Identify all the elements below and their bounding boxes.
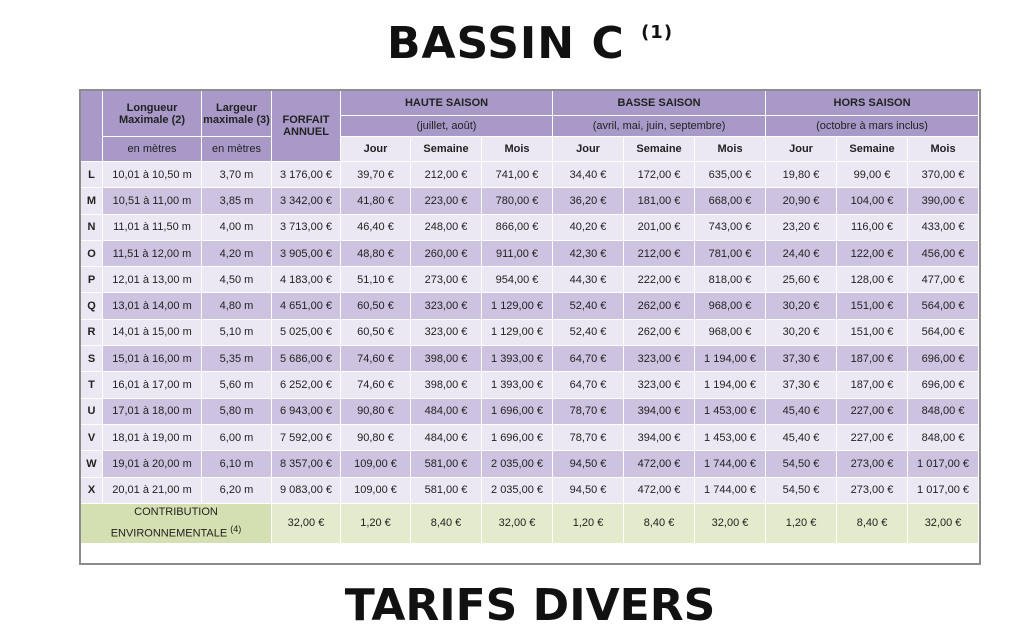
- cell-haute-jour: 90,80 €: [341, 424, 411, 450]
- cell-hors-semaine: 151,00 €: [837, 319, 908, 345]
- cell-largeur: 5,60 m: [202, 372, 272, 398]
- header-longueur: Longueur Maximale (2): [103, 91, 202, 137]
- cell-haute-mois: 1 393,00 €: [482, 372, 553, 398]
- cell-forfait: 3 905,00 €: [272, 240, 341, 266]
- cell-longueur: 18,01 à 19,00 m: [103, 424, 202, 450]
- category-letter: L: [81, 162, 103, 188]
- col-haute-jour: Jour: [341, 137, 411, 162]
- cell-hors-mois: 477,00 €: [908, 267, 979, 293]
- cell-hors-jour: 30,20 €: [766, 319, 837, 345]
- cell-largeur: 6,10 m: [202, 451, 272, 477]
- cell-largeur: 5,10 m: [202, 319, 272, 345]
- category-letter: U: [81, 398, 103, 424]
- contribution-basse-semaine: 8,40 €: [624, 503, 695, 543]
- cell-longueur: 16,01 à 17,00 m: [103, 372, 202, 398]
- table-row: [81, 372, 979, 398]
- cell-haute-mois: 741,00 €: [482, 162, 553, 188]
- cell-forfait: 7 592,00 €: [272, 424, 341, 450]
- cell-hors-mois: 1 017,00 €: [908, 451, 979, 477]
- cell-hors-semaine: 128,00 €: [837, 267, 908, 293]
- cell-largeur: 6,00 m: [202, 424, 272, 450]
- col-basse-semaine: Semaine: [624, 137, 695, 162]
- period-hors-saison: (octobre à mars inclus): [766, 116, 979, 137]
- cell-longueur: 14,01 à 15,00 m: [103, 319, 202, 345]
- contribution-forfait: 32,00 €: [272, 503, 341, 543]
- col-hors-jour: Jour: [766, 137, 837, 162]
- cell-forfait: 3 176,00 €: [272, 162, 341, 188]
- category-letter: N: [81, 214, 103, 240]
- table-row: [81, 267, 979, 293]
- cell-basse-semaine: 323,00 €: [624, 372, 695, 398]
- cell-basse-mois: 743,00 €: [695, 214, 766, 240]
- cell-basse-jour: 36,20 €: [553, 188, 624, 214]
- cell-largeur: 4,20 m: [202, 240, 272, 266]
- cell-forfait: 5 025,00 €: [272, 319, 341, 345]
- contribution-basse-jour: 1,20 €: [553, 503, 624, 543]
- category-letter: P: [81, 267, 103, 293]
- cell-hors-jour: 24,40 €: [766, 240, 837, 266]
- cell-basse-jour: 42,30 €: [553, 240, 624, 266]
- cell-basse-mois: 1 453,00 €: [695, 398, 766, 424]
- cell-basse-semaine: 394,00 €: [624, 424, 695, 450]
- cell-haute-jour: 48,80 €: [341, 240, 411, 266]
- cell-haute-mois: 1 129,00 €: [482, 319, 553, 345]
- cell-hors-mois: 696,00 €: [908, 346, 979, 372]
- cell-haute-mois: 954,00 €: [482, 267, 553, 293]
- category-letter: R: [81, 319, 103, 345]
- cell-hors-jour: 37,30 €: [766, 372, 837, 398]
- cell-largeur: 3,70 m: [202, 162, 272, 188]
- cell-hors-semaine: 227,00 €: [837, 398, 908, 424]
- cell-hors-semaine: 227,00 €: [837, 424, 908, 450]
- cell-largeur: 6,20 m: [202, 477, 272, 503]
- title-note: (1): [641, 22, 674, 44]
- cell-largeur: 4,00 m: [202, 214, 272, 240]
- category-letter: O: [81, 240, 103, 266]
- cell-forfait: 3 713,00 €: [272, 214, 341, 240]
- col-basse-jour: Jour: [553, 137, 624, 162]
- contribution-haute-jour: 1,20 €: [341, 503, 411, 543]
- header-hors-saison: HORS SAISON: [766, 91, 979, 116]
- tariff-table: [80, 90, 979, 544]
- cell-hors-semaine: 273,00 €: [837, 451, 908, 477]
- col-hors-mois: Mois: [908, 137, 979, 162]
- cell-haute-jour: 46,40 €: [341, 214, 411, 240]
- cell-haute-semaine: 260,00 €: [411, 240, 482, 266]
- cell-basse-jour: 94,50 €: [553, 451, 624, 477]
- col-hors-semaine: Semaine: [837, 137, 908, 162]
- corner-cell: [81, 91, 103, 162]
- cell-haute-mois: 1 129,00 €: [482, 293, 553, 319]
- cell-hors-semaine: 187,00 €: [837, 372, 908, 398]
- cell-forfait: 6 943,00 €: [272, 398, 341, 424]
- cell-haute-mois: 2 035,00 €: [482, 451, 553, 477]
- cell-basse-jour: 78,70 €: [553, 398, 624, 424]
- cell-basse-jour: 40,20 €: [553, 214, 624, 240]
- cell-haute-jour: 39,70 €: [341, 162, 411, 188]
- col-haute-mois: Mois: [482, 137, 553, 162]
- contribution-hors-semaine: 8,40 €: [837, 503, 908, 543]
- cell-longueur: 10,01 à 10,50 m: [103, 162, 202, 188]
- cell-largeur: 5,80 m: [202, 398, 272, 424]
- cell-haute-jour: 109,00 €: [341, 477, 411, 503]
- cell-basse-semaine: 201,00 €: [624, 214, 695, 240]
- cell-hors-jour: 19,80 €: [766, 162, 837, 188]
- cell-hors-mois: 848,00 €: [908, 398, 979, 424]
- contribution-hors-mois: 32,00 €: [908, 503, 979, 543]
- header-haute-saison: HAUTE SAISON: [341, 91, 553, 116]
- cell-basse-mois: 635,00 €: [695, 162, 766, 188]
- cell-hors-jour: 20,90 €: [766, 188, 837, 214]
- contribution-haute-semaine: 8,40 €: [411, 503, 482, 543]
- cell-haute-semaine: 323,00 €: [411, 319, 482, 345]
- cell-hors-mois: 1 017,00 €: [908, 477, 979, 503]
- cell-haute-jour: 74,60 €: [341, 372, 411, 398]
- cell-basse-mois: 668,00 €: [695, 188, 766, 214]
- cell-basse-jour: 94,50 €: [553, 477, 624, 503]
- cell-haute-semaine: 273,00 €: [411, 267, 482, 293]
- cell-basse-mois: 1 453,00 €: [695, 424, 766, 450]
- table-row: [81, 162, 979, 188]
- col-haute-semaine: Semaine: [411, 137, 482, 162]
- cell-forfait: 4 183,00 €: [272, 267, 341, 293]
- cell-longueur: 19,01 à 20,00 m: [103, 451, 202, 477]
- cell-hors-semaine: 187,00 €: [837, 346, 908, 372]
- header-largeur: Largeur maximale (3): [202, 91, 272, 137]
- cell-basse-jour: 34,40 €: [553, 162, 624, 188]
- table-row: [81, 477, 979, 503]
- table-row: [81, 319, 979, 345]
- cell-haute-semaine: 581,00 €: [411, 477, 482, 503]
- cell-haute-semaine: 323,00 €: [411, 293, 482, 319]
- cell-longueur: 17,01 à 18,00 m: [103, 398, 202, 424]
- category-letter: X: [81, 477, 103, 503]
- table-row: [81, 293, 979, 319]
- cell-haute-mois: 911,00 €: [482, 240, 553, 266]
- cell-hors-semaine: 273,00 €: [837, 477, 908, 503]
- cell-hors-jour: 45,40 €: [766, 398, 837, 424]
- cell-haute-jour: 109,00 €: [341, 451, 411, 477]
- cell-forfait: 6 252,00 €: [272, 372, 341, 398]
- cell-hors-jour: 30,20 €: [766, 293, 837, 319]
- cell-haute-mois: 1 393,00 €: [482, 346, 553, 372]
- table-row: [81, 346, 979, 372]
- cell-basse-semaine: 394,00 €: [624, 398, 695, 424]
- cell-hors-semaine: 122,00 €: [837, 240, 908, 266]
- cell-hors-jour: 23,20 €: [766, 214, 837, 240]
- table-row: [81, 398, 979, 424]
- cell-haute-semaine: 398,00 €: [411, 346, 482, 372]
- cell-haute-mois: 1 696,00 €: [482, 424, 553, 450]
- cell-longueur: 12,01 à 13,00 m: [103, 267, 202, 293]
- cell-haute-jour: 90,80 €: [341, 398, 411, 424]
- cell-longueur: 11,01 à 11,50 m: [103, 214, 202, 240]
- cell-haute-semaine: 212,00 €: [411, 162, 482, 188]
- cell-haute-semaine: 484,00 €: [411, 424, 482, 450]
- cell-hors-mois: 564,00 €: [908, 293, 979, 319]
- cell-hors-mois: 390,00 €: [908, 188, 979, 214]
- cell-haute-jour: 74,60 €: [341, 346, 411, 372]
- cell-forfait: 9 083,00 €: [272, 477, 341, 503]
- cell-basse-jour: 78,70 €: [553, 424, 624, 450]
- category-letter: T: [81, 372, 103, 398]
- cell-basse-jour: 52,40 €: [553, 319, 624, 345]
- col-basse-mois: Mois: [695, 137, 766, 162]
- cell-hors-jour: 54,50 €: [766, 451, 837, 477]
- cell-basse-semaine: 472,00 €: [624, 451, 695, 477]
- cell-longueur: 13,01 à 14,00 m: [103, 293, 202, 319]
- cell-forfait: 5 686,00 €: [272, 346, 341, 372]
- cell-hors-semaine: 151,00 €: [837, 293, 908, 319]
- cell-haute-jour: 51,10 €: [341, 267, 411, 293]
- cell-longueur: 15,01 à 16,00 m: [103, 346, 202, 372]
- header-basse-saison: BASSE SAISON: [553, 91, 766, 116]
- period-basse-saison: (avril, mai, juin, septembre): [553, 116, 766, 137]
- cell-haute-semaine: 248,00 €: [411, 214, 482, 240]
- cell-hors-mois: 696,00 €: [908, 372, 979, 398]
- cell-longueur: 20,01 à 21,00 m: [103, 477, 202, 503]
- contribution-basse-mois: 32,00 €: [695, 503, 766, 543]
- cell-hors-jour: 37,30 €: [766, 346, 837, 372]
- cell-basse-semaine: 181,00 €: [624, 188, 695, 214]
- cell-basse-mois: 818,00 €: [695, 267, 766, 293]
- cell-hors-jour: 54,50 €: [766, 477, 837, 503]
- cell-largeur: 5,35 m: [202, 346, 272, 372]
- cell-basse-semaine: 262,00 €: [624, 319, 695, 345]
- cell-basse-mois: 1 744,00 €: [695, 451, 766, 477]
- table-row: [81, 214, 979, 240]
- cell-basse-jour: 44,30 €: [553, 267, 624, 293]
- cell-basse-jour: 64,70 €: [553, 372, 624, 398]
- category-letter: Q: [81, 293, 103, 319]
- cell-basse-semaine: 323,00 €: [624, 346, 695, 372]
- cell-haute-semaine: 484,00 €: [411, 398, 482, 424]
- cell-longueur: 10,51 à 11,00 m: [103, 188, 202, 214]
- cell-haute-semaine: 581,00 €: [411, 451, 482, 477]
- cell-basse-mois: 1 194,00 €: [695, 372, 766, 398]
- category-letter: V: [81, 424, 103, 450]
- category-letter: W: [81, 451, 103, 477]
- cell-basse-jour: 64,70 €: [553, 346, 624, 372]
- contribution-label: CONTRIBUTION ENVIRONNEMENTALE $^{(4)}$: [81, 503, 272, 543]
- table-row: [81, 188, 979, 214]
- cell-haute-mois: 2 035,00 €: [482, 477, 553, 503]
- cell-hors-semaine: 104,00 €: [837, 188, 908, 214]
- cell-forfait: 8 357,00 €: [272, 451, 341, 477]
- table-row: [81, 424, 979, 450]
- cell-hors-mois: 433,00 €: [908, 214, 979, 240]
- table-row: [81, 240, 979, 266]
- cell-haute-mois: 866,00 €: [482, 214, 553, 240]
- cell-basse-semaine: 472,00 €: [624, 477, 695, 503]
- table-row: [81, 451, 979, 477]
- contribution-note: (4): [230, 523, 242, 534]
- header-forfait: FORFAIT ANNUEL: [272, 91, 341, 162]
- cell-hors-jour: 25,60 €: [766, 267, 837, 293]
- cell-forfait: 3 342,00 €: [272, 188, 341, 214]
- period-haute-saison: (juillet, août): [341, 116, 553, 137]
- cell-basse-mois: 968,00 €: [695, 319, 766, 345]
- cell-basse-mois: 1 194,00 €: [695, 346, 766, 372]
- unit-largeur: en mètres: [202, 137, 272, 162]
- category-letter: M: [81, 188, 103, 214]
- cell-basse-jour: 52,40 €: [553, 293, 624, 319]
- cell-largeur: 3,85 m: [202, 188, 272, 214]
- cell-basse-semaine: 212,00 €: [624, 240, 695, 266]
- page-title: BASSIN C $^{(1)}$: [386, 18, 674, 69]
- cell-hors-mois: 564,00 €: [908, 319, 979, 345]
- cell-basse-mois: 781,00 €: [695, 240, 766, 266]
- section-title-tarifs-divers: TARIFS DIVERS: [344, 580, 716, 631]
- cell-basse-mois: 1 744,00 €: [695, 477, 766, 503]
- cell-haute-mois: 780,00 €: [482, 188, 553, 214]
- cell-hors-semaine: 99,00 €: [837, 162, 908, 188]
- cell-haute-semaine: 223,00 €: [411, 188, 482, 214]
- cell-hors-jour: 45,40 €: [766, 424, 837, 450]
- cell-longueur: 11,51 à 12,00 m: [103, 240, 202, 266]
- category-letter: S: [81, 346, 103, 372]
- contribution-hors-jour: 1,20 €: [766, 503, 837, 543]
- cell-largeur: 4,50 m: [202, 267, 272, 293]
- unit-longueur: en mètres: [103, 137, 202, 162]
- cell-basse-mois: 968,00 €: [695, 293, 766, 319]
- cell-hors-mois: 370,00 €: [908, 162, 979, 188]
- cell-largeur: 4,80 m: [202, 293, 272, 319]
- cell-basse-semaine: 172,00 €: [624, 162, 695, 188]
- cell-basse-semaine: 222,00 €: [624, 267, 695, 293]
- cell-hors-mois: 456,00 €: [908, 240, 979, 266]
- cell-hors-mois: 848,00 €: [908, 424, 979, 450]
- cell-haute-mois: 1 696,00 €: [482, 398, 553, 424]
- cell-hors-semaine: 116,00 €: [837, 214, 908, 240]
- cell-haute-semaine: 398,00 €: [411, 372, 482, 398]
- cell-haute-jour: 60,50 €: [341, 319, 411, 345]
- cell-haute-jour: 60,50 €: [341, 293, 411, 319]
- contribution-haute-mois: 32,00 €: [482, 503, 553, 543]
- cell-basse-semaine: 262,00 €: [624, 293, 695, 319]
- cell-haute-jour: 41,80 €: [341, 188, 411, 214]
- cell-forfait: 4 651,00 €: [272, 293, 341, 319]
